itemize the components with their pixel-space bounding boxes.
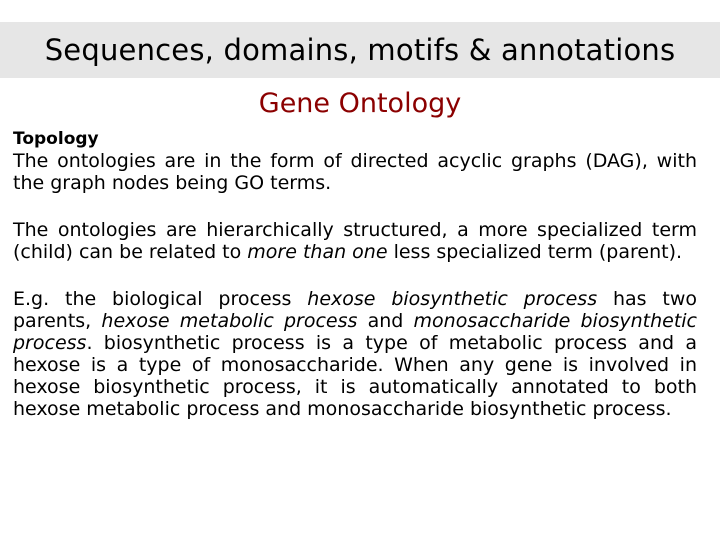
slide-subtitle: Gene Ontology [258, 88, 462, 119]
paragraph-example-term-monosaccharide-biosynthetic: monosaccharide biosynthetic process [13, 310, 698, 354]
title-bar [0, 22, 720, 78]
paragraph-dag: The ontologies are in the form of directed acyclic graphs (DAG), with the graph nodes being GO terms. [13, 150, 697, 194]
section-heading: Topology [13, 129, 99, 149]
paragraph-example-text-g: . biosynthetic process is a type of metabolic process and a hexose is a type of monosaccharide. When any gene is involved in hexose biosynthetic process, it is automatically annotated to both hexose metabolic process and monosaccharide biosynthetic process. [13, 332, 697, 420]
paragraph-example-text-c: has two parents, [13, 288, 697, 332]
paragraph-example-term-hexose-biosynthetic: hexose biosynthetic process [307, 288, 598, 310]
paragraph-example [13, 288, 697, 420]
paragraph-hierarchy-text-a: The ontologies are hierarchically structured, a more specialized term (child) can be related to [13, 219, 697, 263]
slide-body [13, 128, 697, 420]
slide-title: Sequences, domains, motifs & annotations [44, 33, 676, 67]
paragraph-hierarchy [13, 219, 697, 263]
paragraph-hierarchy-text-c: less specialized term (parent). [387, 241, 683, 263]
paragraph-hierarchy-emphasis: more than one [247, 241, 388, 263]
paragraph-example-text-e: and [357, 310, 414, 332]
paragraph-example-term-hexose-metabolic: hexose metabolic process [101, 310, 358, 332]
paragraph-example-text-a: E.g. the biological process [13, 288, 308, 310]
